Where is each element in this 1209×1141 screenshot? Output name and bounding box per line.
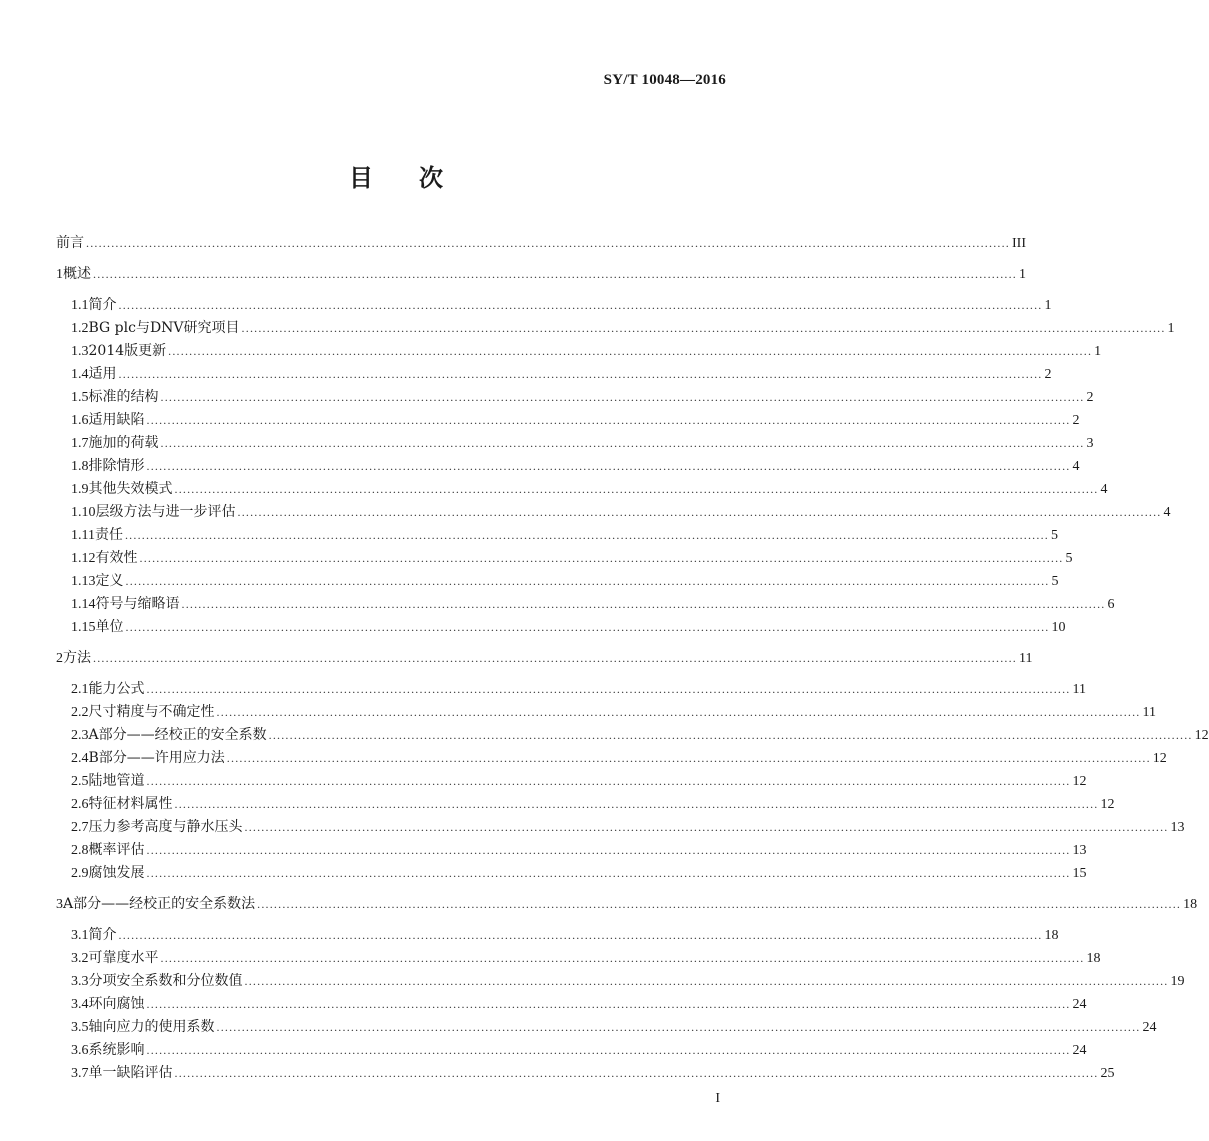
toc-entry-page: 24	[1072, 997, 1087, 1012]
dot-leader: ............................................................................................................................................................................................................................	[124, 528, 1049, 542]
toc-entry-number: 3	[56, 897, 63, 912]
toc-entry[interactable]	[56, 839, 1087, 862]
toc-entry-page: 25	[1100, 1066, 1115, 1081]
toc-entry[interactable]	[56, 1062, 1115, 1085]
toc-entry[interactable]	[56, 947, 1101, 970]
toc-entry-page: 13	[1170, 820, 1185, 835]
toc-entry-page: 5	[1050, 528, 1058, 543]
dot-leader: ............................................................................................................................................................................................................................	[257, 897, 1182, 911]
toc-entry-number: 2.6	[71, 797, 89, 812]
toc-entry-number: 1.12	[71, 551, 96, 566]
dot-leader: ............................................................................................................................................................................................................................	[146, 774, 1071, 788]
toc-entry-title: 适用	[88, 366, 117, 382]
toc-entry[interactable]	[56, 478, 1108, 501]
toc-entry[interactable]	[56, 409, 1080, 432]
dot-leader: ............................................................................................................................................................................................................................	[160, 951, 1085, 965]
toc-entry-number: 2.1	[71, 682, 89, 697]
toc-entry-title: 单位	[95, 619, 124, 635]
dot-leader: ............................................................................................................................................................................................................................	[226, 751, 1151, 765]
toc-entry[interactable]	[56, 678, 1086, 701]
dot-leader: ............................................................................................................................................................................................................................	[146, 1043, 1071, 1057]
toc-entry-number: 2.5	[71, 774, 89, 789]
toc-entry-number: 3.2	[71, 951, 89, 966]
toc-entry-number: 3.7	[71, 1066, 89, 1081]
dot-leader: ............................................................................................................................................................................................................................	[216, 1020, 1141, 1034]
toc-entry-title: 标准的结构	[88, 389, 159, 405]
page-number: I	[715, 1091, 720, 1106]
toc-entry[interactable]	[56, 570, 1059, 593]
toc-entry-page: 15	[1072, 866, 1087, 881]
toc-entry-title: 系统影响	[88, 1042, 145, 1058]
dot-leader: ............................................................................................................................................................................................................................	[139, 551, 1064, 565]
toc-entry-page: 1	[1094, 344, 1102, 359]
toc-entry-page: 1	[1019, 267, 1026, 282]
toc-entry-number: 1.9	[71, 482, 89, 497]
toc-entry-number: 2.9	[71, 866, 89, 881]
toc-entry-number: 2.4	[71, 751, 89, 766]
toc-entry-page: 4	[1163, 505, 1171, 520]
toc-entry-page: 10	[1051, 620, 1066, 635]
dot-leader: ............................................................................................................................................................................................................................	[146, 843, 1071, 857]
toc-entry-page: 11	[1019, 651, 1033, 666]
toc-entry-title: 简介	[88, 927, 117, 943]
dot-leader: ............................................................................................................................................................................................................................	[268, 728, 1193, 742]
toc-entry-page: 18	[1044, 928, 1059, 943]
dot-leader: ............................................................................................................................................................................................................................	[174, 1066, 1099, 1080]
toc-entry-number: 2	[56, 651, 63, 666]
toc-entry-number: 3.1	[71, 928, 89, 943]
toc-entry[interactable]	[56, 647, 1033, 670]
dot-leader: ............................................................................................................................................................................................................................	[146, 997, 1071, 1011]
toc-entry[interactable]	[56, 263, 1026, 286]
toc-entry-title: 环向腐蚀	[88, 996, 145, 1012]
toc-entry-number: 3.4	[71, 997, 89, 1012]
toc-entry-title: 分项安全系数和分位数值	[88, 973, 243, 989]
toc-entry-number: 2.8	[71, 843, 89, 858]
toc-entry-title: 有效性	[95, 550, 138, 566]
dot-leader: ............................................................................................................................................................................................................................	[118, 298, 1043, 312]
standard-code: SY/T 10048—2016	[603, 72, 726, 88]
toc-entry[interactable]	[56, 547, 1073, 570]
toc-entry[interactable]	[56, 317, 1175, 340]
toc-entry-title: 符号与缩略语	[95, 596, 180, 612]
toc-entry[interactable]	[56, 1039, 1087, 1062]
toc-entry[interactable]	[56, 893, 1198, 916]
dot-leader: ............................................................................................................................................................................................................................	[86, 236, 1010, 250]
dot-leader: ............................................................................................................................................................................................................................	[160, 436, 1085, 450]
toc-entry-title: B部分——许用应力法	[88, 750, 225, 766]
toc-entry[interactable]	[56, 770, 1087, 793]
toc-entry-title: BG plc与DNV研究项目	[88, 320, 240, 336]
toc-entry-page: 1	[1044, 298, 1052, 313]
toc-entry[interactable]	[56, 232, 1026, 255]
toc-entry[interactable]	[56, 924, 1059, 947]
toc-entry[interactable]	[56, 294, 1052, 317]
toc-entry-title: 前言	[56, 235, 84, 251]
toc-entry-number: 1.5	[71, 390, 89, 405]
toc-entry-number: 1.8	[71, 459, 89, 474]
dot-leader: ............................................................................................................................................................................................................................	[168, 344, 1093, 358]
toc-entry-page: 11	[1142, 705, 1156, 720]
toc-entry-page: 12	[1194, 728, 1209, 743]
toc-entry-title: A部分——经校正的安全系数法	[63, 896, 256, 912]
toc-entry-page: 18	[1183, 897, 1198, 912]
toc-entry[interactable]	[56, 993, 1087, 1016]
toc-entry-page: 24	[1072, 1043, 1087, 1058]
toc-entry-page: III	[1012, 236, 1026, 251]
toc-entry-title: A部分——经校正的安全系数	[88, 727, 267, 743]
toc-entry-title: 能力公式	[88, 681, 145, 697]
toc-entry-number: 1.10	[71, 505, 96, 520]
toc-entry-title: 特征材料属性	[88, 796, 173, 812]
toc-entry-page: 12	[1152, 751, 1167, 766]
toc-entry-title: 责任	[94, 527, 123, 543]
toc-entry-title: 尺寸精度与不确定性	[88, 704, 215, 720]
dot-leader: ............................................................................................................................................................................................................................	[146, 413, 1071, 427]
toc-entry[interactable]	[56, 701, 1156, 724]
toc-entry-page: 11	[1072, 682, 1086, 697]
toc-entry-page: 1	[1167, 321, 1175, 336]
toc-entry[interactable]	[56, 747, 1167, 770]
toc-entry-number: 1.11	[71, 528, 95, 543]
toc-entry[interactable]	[56, 455, 1080, 478]
toc-entry-number: 1.15	[71, 620, 96, 635]
toc-entry[interactable]	[56, 432, 1094, 455]
dot-leader: ............................................................................................................................................................................................................................	[146, 866, 1071, 880]
toc-entry-title: 适用缺陷	[88, 412, 145, 428]
toc-entry-page: 13	[1072, 843, 1087, 858]
toc-entry-number: 1.3	[71, 344, 89, 359]
toc-entry-title: 排除情形	[88, 458, 145, 474]
dot-leader: ............................................................................................................................................................................................................................	[93, 267, 1017, 281]
toc-entry[interactable]	[56, 616, 1066, 639]
toc-entry-title: 轴向应力的使用系数	[88, 1019, 215, 1035]
dot-leader: ............................................................................................................................................................................................................................	[118, 928, 1043, 942]
dot-leader: ............................................................................................................................................................................................................................	[181, 597, 1106, 611]
toc-entry-title: 2014版更新	[88, 343, 167, 359]
dot-leader: ............................................................................................................................................................................................................................	[244, 820, 1169, 834]
toc-entry-number: 1.1	[71, 298, 89, 313]
toc-entry-number: 1	[56, 267, 63, 282]
toc-entry-title: 可靠度水平	[88, 950, 159, 966]
toc-entry[interactable]	[56, 793, 1115, 816]
toc-entry[interactable]	[56, 524, 1058, 547]
toc-entry-title: 概率评估	[88, 842, 145, 858]
toc-entry-number: 1.2	[71, 321, 89, 336]
toc-entry-title: 层级方法与进一步评估	[95, 504, 236, 520]
toc-entry-title: 单一缺陷评估	[88, 1065, 173, 1081]
toc-entry[interactable]	[56, 501, 1171, 524]
toc-entry-page: 4	[1072, 459, 1080, 474]
dot-leader: ............................................................................................................................................................................................................................	[93, 651, 1017, 665]
dot-leader: ............................................................................................................................................................................................................................	[146, 682, 1071, 696]
toc-entry-title: 施加的荷载	[88, 435, 159, 451]
toc-entry-title: 方法	[63, 650, 91, 666]
toc-entry-title: 腐蚀发展	[88, 865, 145, 881]
toc-entry-page: 4	[1100, 482, 1108, 497]
toc-entry-number: 3.5	[71, 1020, 89, 1035]
toc-entry-number: 2.3	[71, 728, 89, 743]
dot-leader: ............................................................................................................................................................................................................................	[241, 321, 1166, 335]
dot-leader: ............................................................................................................................................................................................................................	[160, 390, 1085, 404]
toc-entry[interactable]	[56, 386, 1094, 409]
toc-entry-page: 18	[1086, 951, 1101, 966]
toc-entry-title: 简介	[88, 297, 117, 313]
toc-entry[interactable]	[56, 1016, 1157, 1039]
toc-entry-page: 5	[1051, 574, 1059, 589]
toc-entry[interactable]	[56, 363, 1052, 386]
toc-entry-page: 12	[1072, 774, 1087, 789]
toc-entry-page: 2	[1086, 390, 1094, 405]
toc-entry-number: 1.14	[71, 597, 96, 612]
toc-entry[interactable]	[56, 816, 1185, 839]
toc-entry-title: 压力参考高度与静水压头	[88, 819, 243, 835]
toc-entry-page: 3	[1086, 436, 1094, 451]
toc-entry-number: 1.4	[71, 367, 89, 382]
toc-entry-title: 陆地管道	[88, 773, 145, 789]
dot-leader: ............................................................................................................................................................................................................................	[216, 705, 1141, 719]
dot-leader: ............................................................................................................................................................................................................................	[118, 367, 1043, 381]
dot-leader: ............................................................................................................................................................................................................................	[125, 620, 1050, 634]
toc-entry-page: 12	[1100, 797, 1115, 812]
toc-entry-number: 1.13	[71, 574, 96, 589]
dot-leader: ............................................................................................................................................................................................................................	[146, 459, 1071, 473]
toc-entry[interactable]	[56, 340, 1102, 363]
toc-entry-number: 3.6	[71, 1043, 89, 1058]
toc-entry[interactable]	[56, 593, 1115, 616]
toc-entry-number: 1.6	[71, 413, 89, 428]
toc-entry-page: 6	[1107, 597, 1115, 612]
toc-entry-page: 24	[1142, 1020, 1157, 1035]
toc-entry[interactable]	[56, 724, 1209, 747]
dot-leader: ............................................................................................................................................................................................................................	[174, 482, 1099, 496]
toc-entry[interactable]	[56, 970, 1185, 993]
toc-entry-page: 5	[1065, 551, 1073, 566]
dot-leader: ............................................................................................................................................................................................................................	[125, 574, 1050, 588]
toc-entry-page: 2	[1044, 367, 1052, 382]
toc-entry-page: 19	[1170, 974, 1185, 989]
dot-leader: ............................................................................................................................................................................................................................	[174, 797, 1099, 811]
toc-entry-title: 其他失效模式	[88, 481, 173, 497]
toc-entry-number: 1.7	[71, 436, 89, 451]
toc-entry-page: 2	[1072, 413, 1080, 428]
toc-entry-number: 2.7	[71, 820, 89, 835]
toc-entry-number: 3.3	[71, 974, 89, 989]
dot-leader: ............................................................................................................................................................................................................................	[237, 505, 1162, 519]
dot-leader: ............................................................................................................................................................................................................................	[244, 974, 1169, 988]
table-of-contents	[56, 232, 1209, 1085]
toc-entry-title: 概述	[63, 266, 91, 282]
page-title: 目次	[349, 163, 489, 192]
toc-entry-title: 定义	[95, 573, 124, 589]
toc-entry-number: 2.2	[71, 705, 89, 720]
toc-entry[interactable]	[56, 862, 1087, 885]
